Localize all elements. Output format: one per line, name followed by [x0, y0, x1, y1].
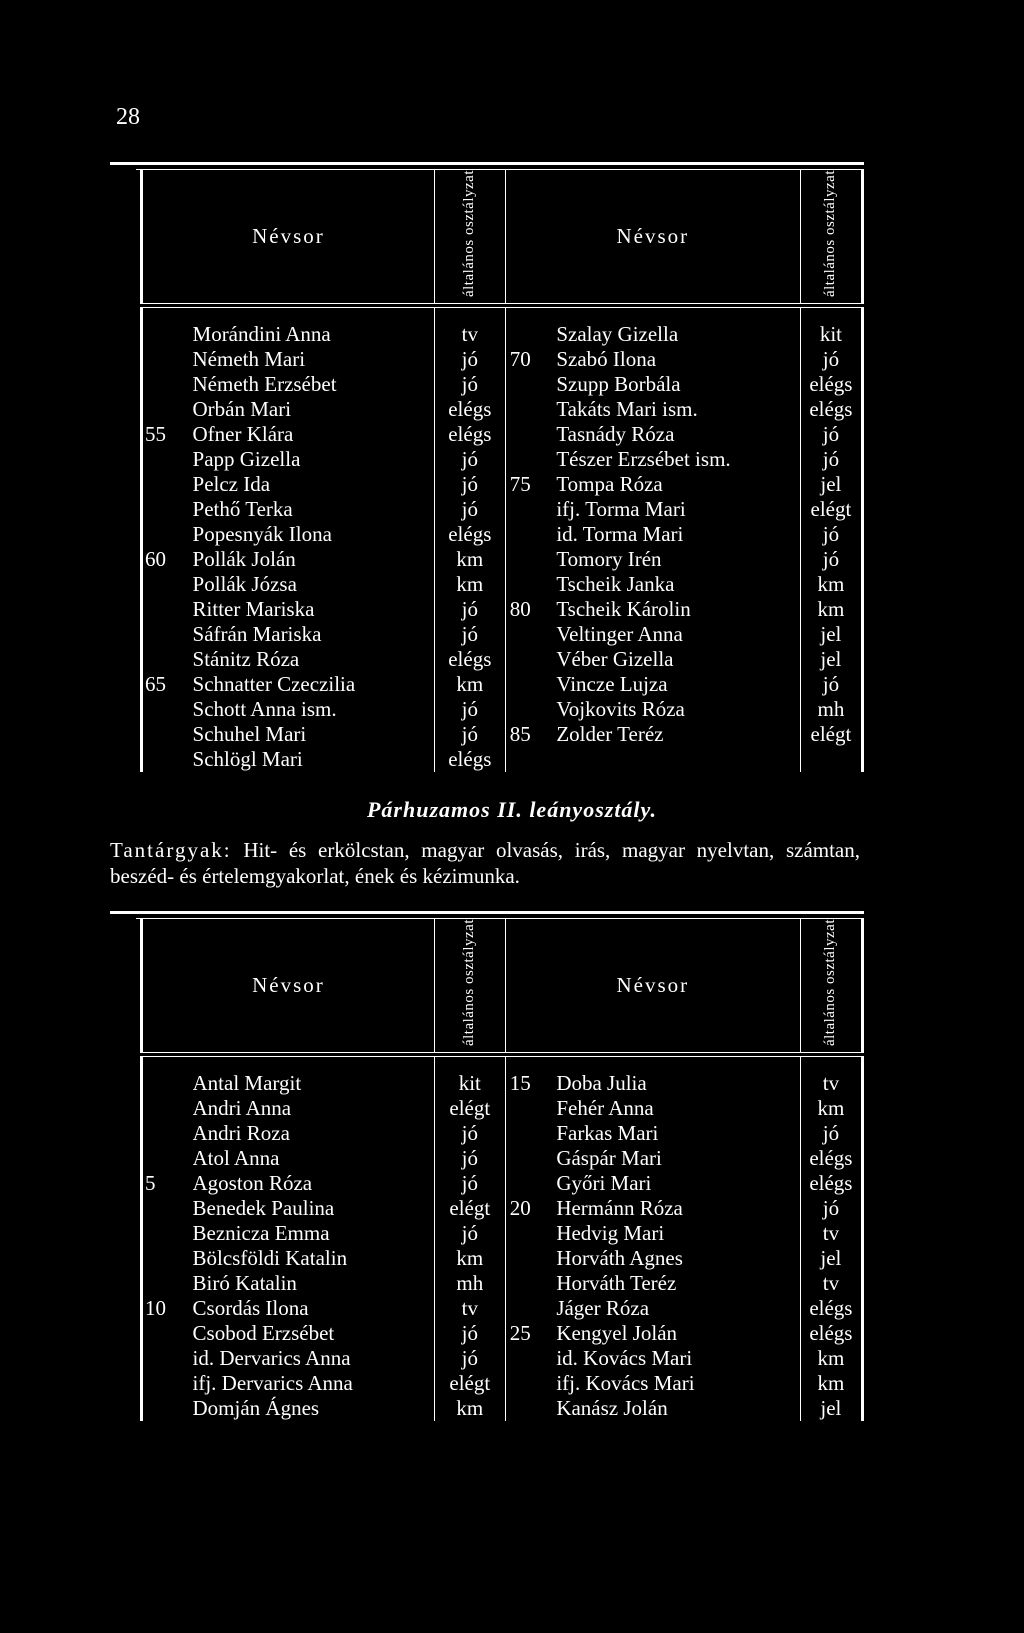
- grade: jó: [434, 622, 505, 647]
- student-name: Vojkovits Róza: [556, 697, 685, 722]
- row-number: [505, 1396, 556, 1421]
- student-name: Tasnády Róza: [556, 422, 675, 447]
- grade: jel: [800, 1396, 862, 1421]
- row-number: [142, 447, 193, 472]
- table-row: [142, 1296, 863, 1321]
- header-row: [142, 170, 863, 304]
- grade: tv: [800, 1271, 862, 1296]
- row-number: [142, 1096, 193, 1121]
- row-number: [505, 422, 556, 447]
- student-name: Popesnyák Ilona: [192, 522, 332, 547]
- student-name: Németh Erzsébet: [192, 372, 337, 397]
- table-row: [142, 347, 863, 372]
- grade: elégt: [800, 497, 862, 522]
- row-number: [505, 1121, 556, 1146]
- grade: jó: [800, 1121, 862, 1146]
- row-number: [505, 547, 556, 572]
- grade: jó: [434, 1221, 505, 1246]
- row-number: [505, 747, 556, 772]
- student-name: Győri Mari: [556, 1171, 652, 1196]
- table-row: [142, 1371, 863, 1396]
- row-number: 65: [142, 672, 193, 697]
- table-row: [142, 1321, 863, 1346]
- grade: jó: [800, 347, 862, 372]
- table-row: [142, 422, 863, 447]
- subjects-text: Hit- és erkölcstan, magyar olvasás, irás, magyar nyelvtan, számtan, beszéd- és értelemgyakorlat, ének és kézimunka.: [110, 838, 860, 888]
- name-header-right: Névsor: [505, 919, 800, 1053]
- row-number: [505, 572, 556, 597]
- grade: jel: [800, 472, 862, 497]
- student-name: Morándini Anna: [192, 322, 331, 347]
- grade: jó: [434, 1321, 505, 1346]
- grade: jó: [800, 522, 862, 547]
- student-name: Fehér Anna: [556, 1096, 654, 1121]
- grade: km: [800, 1096, 862, 1121]
- row-number: [505, 397, 556, 422]
- grade: km: [434, 1246, 505, 1271]
- student-name: Biró Katalin: [192, 1271, 297, 1296]
- student-name: Hedvig Mari: [556, 1221, 665, 1246]
- grade: tv: [434, 1296, 505, 1321]
- grade: elégs: [434, 422, 505, 447]
- grade-header: általános osztályzat: [434, 170, 505, 304]
- subjects-paragraph: [110, 837, 860, 889]
- row-number: [142, 572, 193, 597]
- student-name: Takáts Mari ism.: [556, 397, 698, 422]
- row-number: 85: [505, 722, 556, 747]
- student-name: Ritter Mariska: [192, 597, 315, 622]
- student-name: Bölcsföldi Katalin: [192, 1246, 348, 1271]
- row-number: [142, 1396, 193, 1421]
- row-number: [505, 697, 556, 722]
- row-number: [505, 1246, 556, 1271]
- student-name: Horváth Agnes: [556, 1246, 683, 1271]
- row-number: [505, 372, 556, 397]
- table-row: [142, 372, 863, 397]
- student-name: Zolder Teréz: [556, 722, 664, 747]
- student-name: Domján Ágnes: [192, 1396, 320, 1421]
- grade: elégs: [434, 647, 505, 672]
- student-name: Pollák Józsa: [192, 572, 297, 597]
- student-name: Hermánn Róza: [556, 1196, 683, 1221]
- student-name: Jáger Róza: [556, 1296, 650, 1321]
- grade: elégt: [800, 722, 862, 747]
- student-name: Agoston Róza: [192, 1171, 313, 1196]
- row-number: 55: [142, 422, 193, 447]
- row-number: [142, 1346, 193, 1371]
- table-row: [142, 397, 863, 422]
- row-number: [505, 1096, 556, 1121]
- row-number: [142, 1371, 193, 1396]
- row-number: [505, 647, 556, 672]
- roster-body-2: [142, 1071, 863, 1421]
- table-row: [142, 1221, 863, 1246]
- table-row: [142, 747, 863, 772]
- row-number: 5: [142, 1171, 193, 1196]
- row-number: [142, 522, 193, 547]
- subjects-lead: Tantárgyak:: [110, 838, 232, 862]
- row-number: [142, 1321, 193, 1346]
- student-name: id. Kovács Mari: [556, 1346, 693, 1371]
- student-name: Benedek Paulina: [192, 1196, 335, 1221]
- table-row: [142, 1071, 863, 1096]
- roster-table-2: [140, 911, 864, 1421]
- student-name: Schlögl Mari: [192, 747, 303, 772]
- grade: elégt: [434, 1096, 505, 1121]
- table-row: [142, 1396, 863, 1421]
- table-row: [142, 522, 863, 547]
- grade: elégs: [800, 1171, 862, 1196]
- row-number: [505, 1271, 556, 1296]
- row-number: [505, 1371, 556, 1396]
- row-number: [142, 1146, 193, 1171]
- top-rule: [110, 162, 864, 165]
- top-rule: [110, 911, 864, 914]
- roster-grid: [140, 919, 864, 1421]
- student-name: Beznicza Emma: [192, 1221, 330, 1246]
- table-row: [142, 672, 863, 697]
- student-name: Atol Anna: [192, 1146, 280, 1171]
- roster-table-1: [140, 162, 864, 772]
- grade: jó: [434, 1146, 505, 1171]
- student-name: Tscheik Janka: [556, 572, 675, 597]
- student-name: Csordás Ilona: [192, 1296, 309, 1321]
- name-header: Névsor: [142, 170, 435, 304]
- student-name: Szupp Borbála: [556, 372, 681, 397]
- page-number: 28: [116, 104, 140, 130]
- row-number: [505, 497, 556, 522]
- row-number: [142, 497, 193, 522]
- student-name: ifj. Torma Mari: [556, 497, 686, 522]
- row-number: [505, 522, 556, 547]
- grade: elégs: [434, 747, 505, 772]
- grade: jó: [434, 1171, 505, 1196]
- grade: jó: [434, 497, 505, 522]
- table-row: [142, 1121, 863, 1146]
- row-number: 15: [505, 1071, 556, 1096]
- student-name: Schott Anna ism.: [192, 697, 337, 722]
- row-number: 20: [505, 1196, 556, 1221]
- student-name: Szabó Ilona: [556, 347, 657, 372]
- student-name: Papp Gizella: [192, 447, 301, 472]
- row-number: [505, 1296, 556, 1321]
- grade: jó: [434, 472, 505, 497]
- row-number: [505, 1146, 556, 1171]
- table-row: [142, 472, 863, 497]
- student-name: Véber Gizella: [556, 647, 674, 672]
- row-number: [505, 622, 556, 647]
- row-number: [142, 322, 193, 347]
- table-row: [142, 322, 863, 347]
- table-row: [142, 572, 863, 597]
- table-row: [142, 622, 863, 647]
- student-name: Antal Margit: [192, 1071, 302, 1096]
- student-name: Stánitz Róza: [192, 647, 300, 672]
- student-name: Ofner Klára: [192, 422, 294, 447]
- grade: jó: [434, 372, 505, 397]
- grade: jó: [434, 1121, 505, 1146]
- row-number: [505, 1171, 556, 1196]
- grade: [800, 747, 862, 772]
- student-name: Tomory Irén: [556, 547, 662, 572]
- row-number: [142, 647, 193, 672]
- grade-header: általános osztályzat: [434, 919, 505, 1053]
- table-row: [142, 1171, 863, 1196]
- student-name: Doba Julia: [556, 1071, 647, 1096]
- student-name: Gáspár Mari: [556, 1146, 662, 1171]
- row-number: [142, 1196, 193, 1221]
- row-number: [142, 697, 193, 722]
- student-name: Pollák Jolán: [192, 547, 296, 572]
- grade: mh: [800, 697, 862, 722]
- student-name: [556, 747, 800, 772]
- row-number: [142, 1271, 193, 1296]
- grade: elégt: [434, 1371, 505, 1396]
- grade: tv: [434, 322, 505, 347]
- row-number: [142, 747, 193, 772]
- student-name: ifj. Kovács Mari: [556, 1371, 695, 1396]
- student-name: Csobod Erzsébet: [192, 1321, 335, 1346]
- row-number: [142, 347, 193, 372]
- grade: km: [800, 1371, 862, 1396]
- row-number: 25: [505, 1321, 556, 1346]
- grade-header-right: általános osztályzat: [800, 170, 862, 304]
- grade-header-right: általános osztályzat: [800, 919, 862, 1053]
- student-name: ifj. Dervarics Anna: [192, 1371, 353, 1396]
- grade: km: [800, 572, 862, 597]
- row-number: [142, 1121, 193, 1146]
- header-row: [142, 919, 863, 1053]
- row-number: [505, 1221, 556, 1246]
- student-name: Sáfrán Mariska: [192, 622, 322, 647]
- grade: jó: [800, 422, 862, 447]
- grade: jó: [434, 722, 505, 747]
- grade: km: [434, 672, 505, 697]
- grade: jó: [434, 447, 505, 472]
- name-header: Névsor: [142, 919, 435, 1053]
- student-name: Orbán Mari: [192, 397, 292, 422]
- table-row: [142, 597, 863, 622]
- grade: jó: [434, 697, 505, 722]
- row-number: 70: [505, 347, 556, 372]
- roster-body-1: [142, 322, 863, 772]
- section-title: Párhuzamos II. leányosztály.: [366, 797, 657, 822]
- grade: jel: [800, 622, 862, 647]
- row-number: [142, 597, 193, 622]
- row-number: [505, 672, 556, 697]
- row-number: [142, 1221, 193, 1246]
- grade: kit: [800, 322, 862, 347]
- student-name: Kengyel Jolán: [556, 1321, 678, 1346]
- grade: elégs: [434, 522, 505, 547]
- row-number: [505, 1346, 556, 1371]
- grade: jó: [434, 347, 505, 372]
- grade: elégs: [800, 1146, 862, 1171]
- grade: km: [434, 572, 505, 597]
- row-number: 80: [505, 597, 556, 622]
- row-number: [505, 447, 556, 472]
- student-name: Schnatter Czeczilia: [192, 672, 356, 697]
- student-name: Schuhel Mari: [192, 722, 307, 747]
- grade: km: [800, 597, 862, 622]
- table-row: [142, 647, 863, 672]
- table-row: [142, 697, 863, 722]
- student-name: Pethő Terka: [192, 497, 293, 522]
- row-number: [142, 472, 193, 497]
- row-number: [142, 722, 193, 747]
- row-number: 75: [505, 472, 556, 497]
- grade: tv: [800, 1071, 862, 1096]
- grade: km: [434, 1396, 505, 1421]
- row-number: 60: [142, 547, 193, 572]
- grade: jó: [434, 1346, 505, 1371]
- student-name: Tompa Róza: [556, 472, 663, 497]
- grade: elégt: [434, 1196, 505, 1221]
- grade: jó: [800, 1196, 862, 1221]
- student-name: Horváth Teréz: [556, 1271, 677, 1296]
- student-name: Andri Roza: [192, 1121, 290, 1146]
- grade: mh: [434, 1271, 505, 1296]
- table-row: [142, 1346, 863, 1371]
- table-row: [142, 722, 863, 747]
- grade: jel: [800, 647, 862, 672]
- student-name: Kanász Jolán: [556, 1396, 668, 1421]
- table-row: [142, 547, 863, 572]
- row-number: [142, 1071, 193, 1096]
- table-row: [142, 1096, 863, 1121]
- grade: kit: [434, 1071, 505, 1096]
- roster-grid: [140, 170, 864, 772]
- row-number: 10: [142, 1296, 193, 1321]
- grade: jó: [434, 597, 505, 622]
- table-row: [142, 1246, 863, 1271]
- grade: elégs: [434, 397, 505, 422]
- table-row: [142, 497, 863, 522]
- student-name: Németh Mari: [192, 347, 306, 372]
- student-name: Pelcz Ida: [192, 472, 271, 497]
- grade: tv: [800, 1221, 862, 1246]
- row-number: [142, 1246, 193, 1271]
- table-row: [142, 1271, 863, 1296]
- grade: elégs: [800, 397, 862, 422]
- student-name: id. Torma Mari: [556, 522, 684, 547]
- table-row: [142, 447, 863, 472]
- student-name: Vincze Lujza: [556, 672, 668, 697]
- student-name: Tscheik Károlin: [556, 597, 691, 622]
- grade: elégs: [800, 1296, 862, 1321]
- table-row: [142, 1146, 863, 1171]
- grade: jó: [800, 547, 862, 572]
- row-number: [142, 622, 193, 647]
- student-name: Tészer Erzsébet ism.: [556, 447, 731, 472]
- student-name: Veltinger Anna: [556, 622, 683, 647]
- grade: jó: [800, 447, 862, 472]
- name-header-right: Névsor: [505, 170, 800, 304]
- row-number: [142, 372, 193, 397]
- row-number: [142, 397, 193, 422]
- grade: elégs: [800, 372, 862, 397]
- grade: km: [800, 1346, 862, 1371]
- grade: jel: [800, 1246, 862, 1271]
- grade: km: [434, 547, 505, 572]
- student-name: Andri Anna: [192, 1096, 292, 1121]
- row-number: [505, 322, 556, 347]
- student-name: Farkas Mari: [556, 1121, 659, 1146]
- table-row: [142, 1196, 863, 1221]
- student-name: Szalay Gizella: [556, 322, 679, 347]
- student-name: id. Dervarics Anna: [192, 1346, 351, 1371]
- grade: elégs: [800, 1321, 862, 1346]
- grade: jó: [800, 672, 862, 697]
